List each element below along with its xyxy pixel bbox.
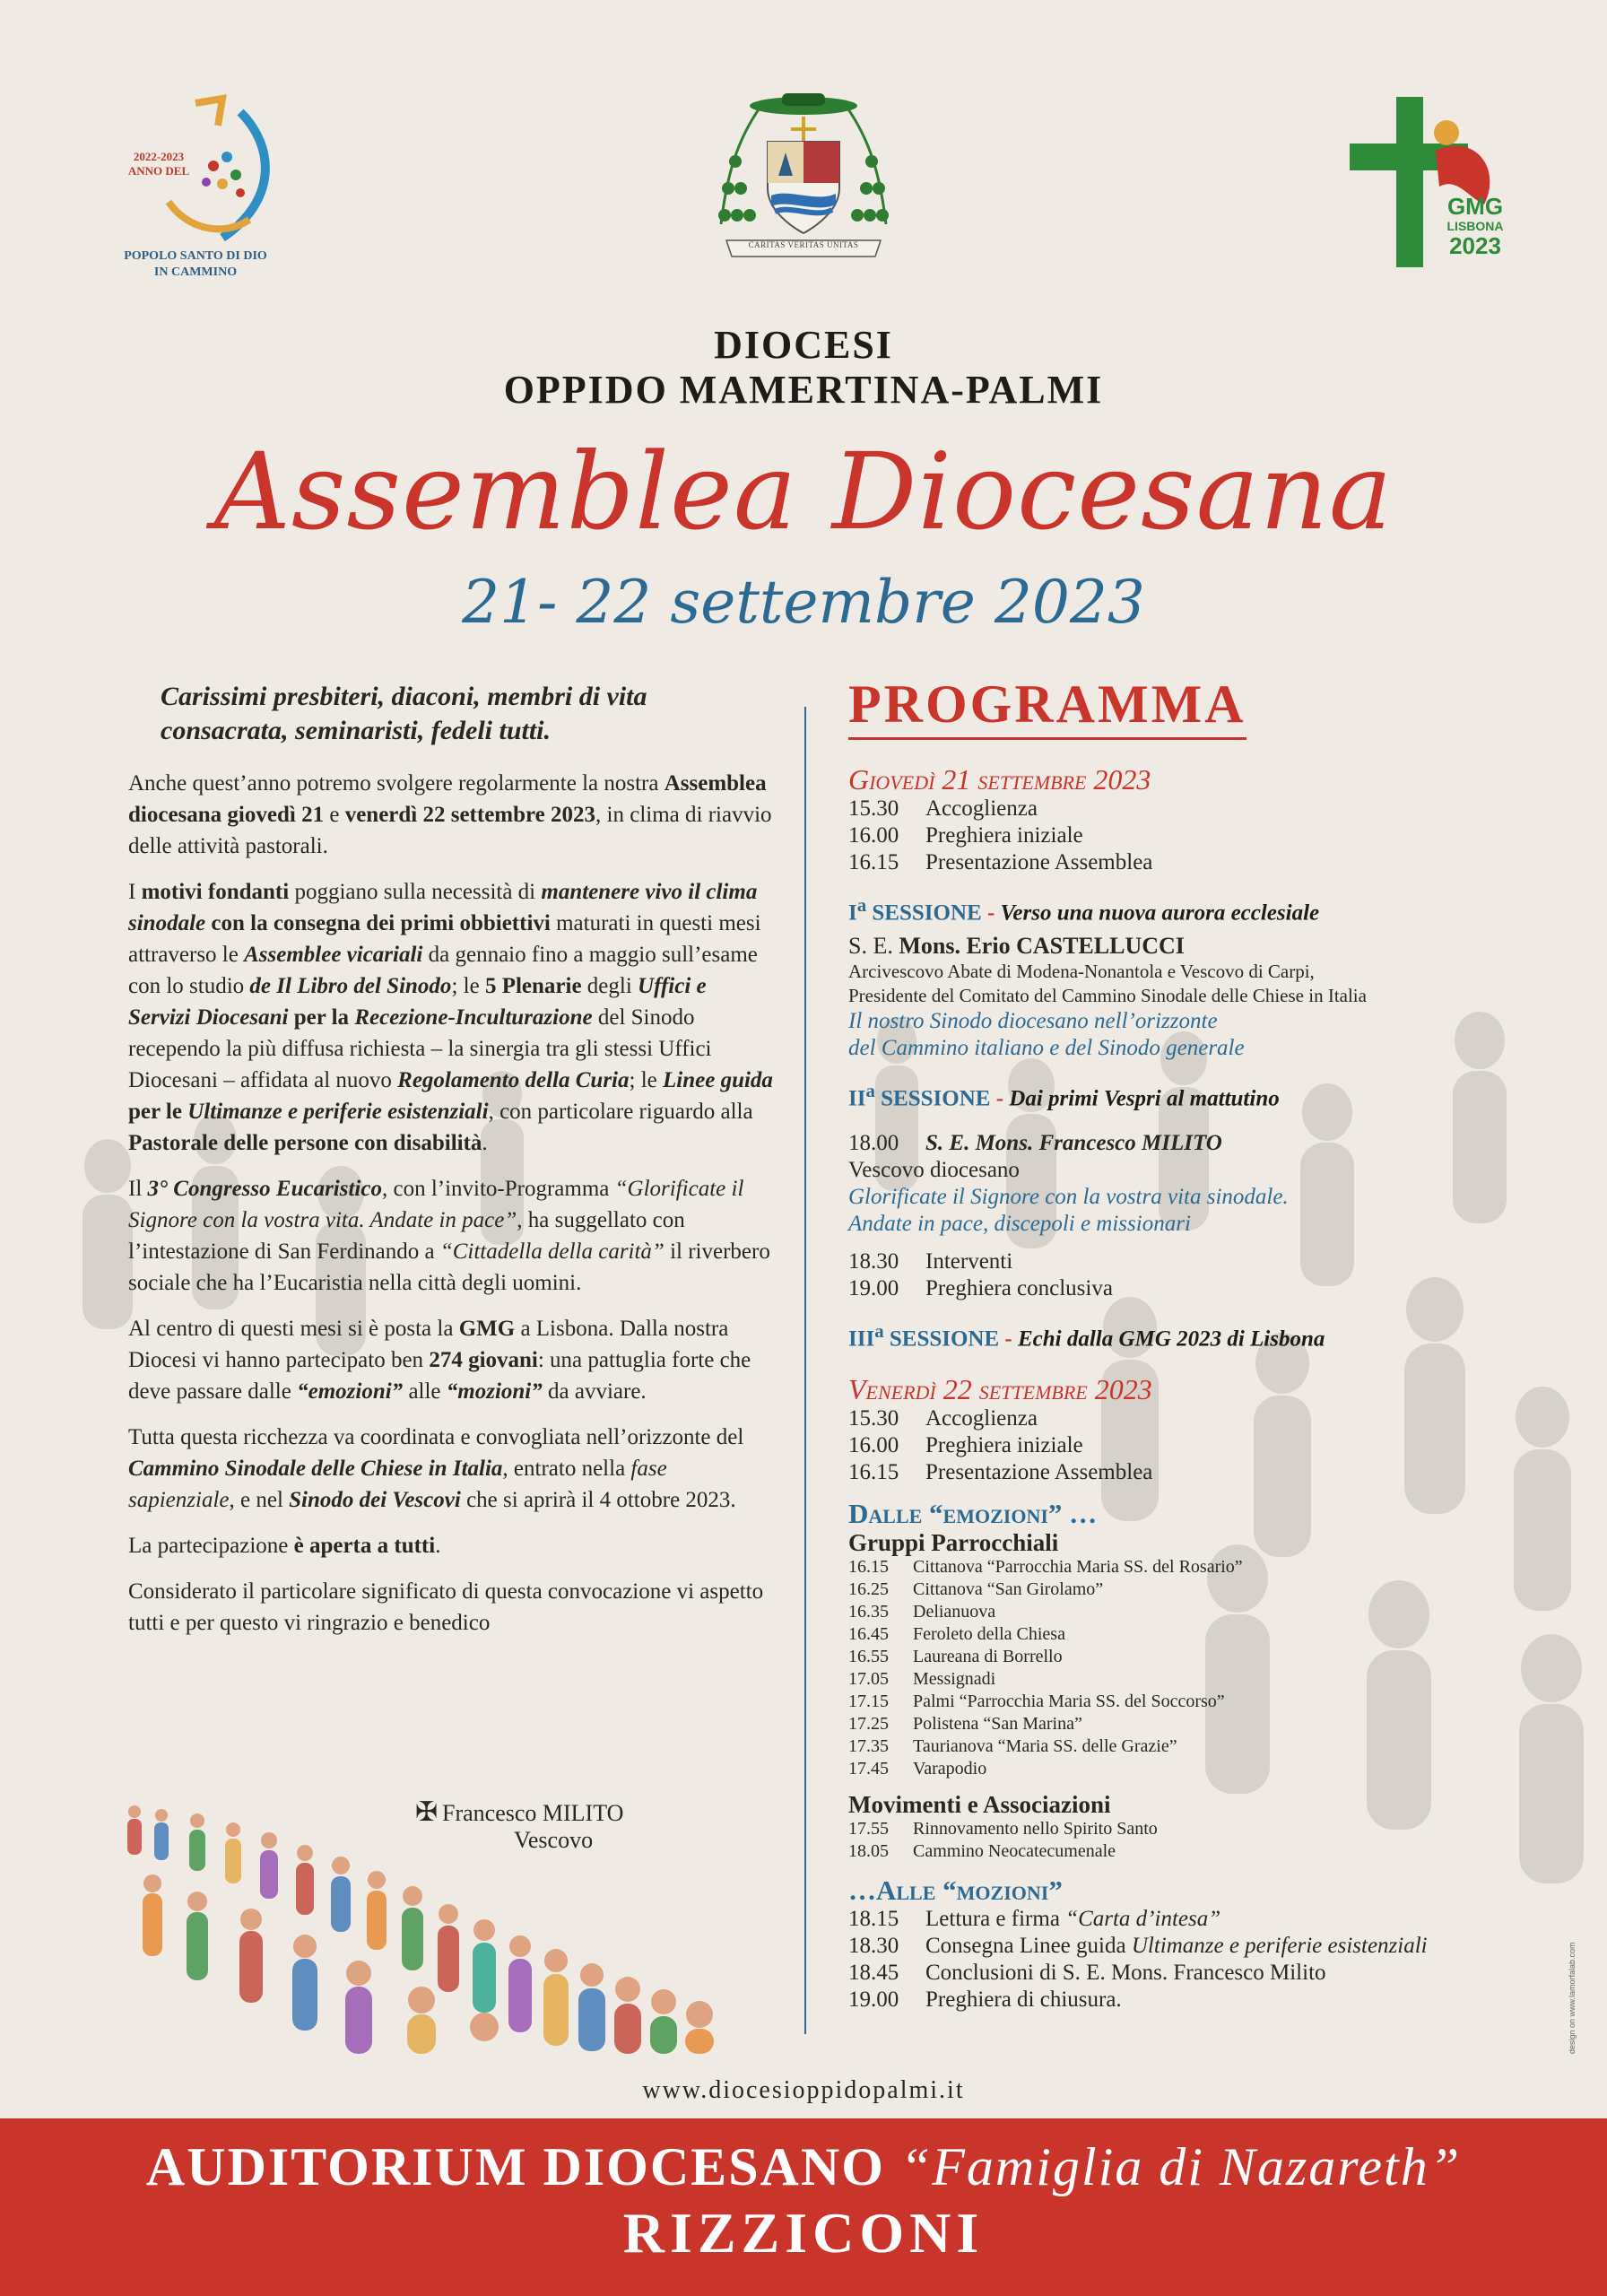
list-item: 16.45 Feroleto della Chiesa [848,1623,1065,1644]
synod-year-logo [106,94,285,291]
letter-paragraph-4: Al centro di questi mesi si è posta la GMG a Lisbona. Dalla nostra Diocesi vi hanno partecipato ben 274 giovani: una pattuglia forte che deve passare dalle “emozioni” alle “mozioni” da avviare. [128,1317,751,1404]
schedule-row: 18.15 Lettura e firma “Carta d’intesa” [848,1906,1221,1931]
movements-list [848,1818,1584,1863]
letter-paragraph-6: La partecipazione è aperta a tutti. [128,1534,441,1558]
list-item: 16.35 Delianuova [848,1601,996,1622]
coat-of-arms-icon [708,90,899,283]
session-1-role: Arcivescovo Abate di Modena-Nonantola e Vescovo di Carpi, Presidente del Comitato del Cammino Sinodale delle Chiese in Italia [848,961,1367,1007]
schedule-row: 15.30 Accoglienza [848,796,1038,821]
parish-groups-list [848,1556,1584,1780]
session-1-title: $I^a$ SESSIONE - Verso una nuova aurora ecclesiale [848,894,1320,926]
letter-paragraph-7: Considerato il particolare significato di questa convocazione vi aspetto tutti e per questo vi ringrazio e benedico [128,1579,764,1635]
website-link[interactable]: www.diocesioppidopalmi.it [642,2076,965,2104]
schedule-row: 16.00 Preghiera iniziale [848,1432,1083,1457]
letter-paragraph-1: Anche quest’anno potremo svolgere regolarmente la nostra Assemblea diocesana giovedì 21 e venerdì 22 settembre 2023, in clima di riavvio delle attività pastorali. [128,771,772,858]
movements-title: Movimenti e Associazioni [848,1790,1111,1818]
venue-name: AUDITORIUM DIOCESANO “Famiglia di Nazareth” [145,2137,1462,2196]
schedule-row: 16.15 Presentazione Assemblea [848,1459,1153,1484]
list-item: 17.05 Messignadi [848,1668,996,1689]
session-2-role: Vescovo diocesano [848,1157,1020,1182]
day2-schedule [848,1405,1584,1486]
bishop-coat-of-arms [708,90,899,283]
day2-title: Venerdì 22 settembre 2023 [848,1372,1152,1405]
list-item: 17.55 Rinnovamento nello Spirito Santo [848,1818,1158,1839]
crowd-watercolor-illustration [126,1803,771,2054]
list-item: 18.05 Cammino Neocatecumenale [848,1840,1116,1861]
design-credit: design on www.lamorfalab.com [1568,1942,1577,2054]
bishop-letter [128,680,774,1853]
session-3-title: III$^a$ SESSIONE - Echi dalla GMG 2023 di Lisbona [848,1319,1325,1351]
synod-logo-caption: POPOLO SANTO DI DIO IN CAMMINO [124,249,267,279]
letter-greeting: Carissimi presbiteri, diaconi, membri di vita consacrata, seminaristi, fedeli tutti. [161,682,647,745]
list-item: 17.15 Palmi “Parrocchia Maria SS. del Soccorso” [848,1691,1225,1711]
gmg-logo-text: GMG LISBONA 2023 [1446,193,1504,259]
mozioni-title: …Alle “mozioni” [848,1874,1063,1906]
list-item: 17.25 Polistena “San Marina” [848,1713,1082,1734]
program-column [848,674,1584,2013]
day1-schedule [848,796,1584,876]
session-1-speaker: S. E. Mons. Erio CASTELLUCCI [848,933,1185,960]
event-dates: 21- 22 settembre 2023 [462,568,1145,637]
crest-motto: CARITAS VERITAS UNITAS [748,240,859,249]
list-item: 17.45 Varapodio [848,1758,987,1779]
synod-logo-year: 2022-2023 ANNO DEL [127,150,190,178]
venue-city: RIZZICONI [622,2201,985,2265]
schedule-row: 18.30 Consegna Linee guida Ultimanze e periferie esistenziali [848,1933,1428,1958]
column-divider [804,707,806,2034]
schedule-row: 15.30 Accoglienza [848,1405,1038,1431]
letter-paragraph-3: Il 3° Congresso Eucaristico, con l’invito-Programma “Glorificate il Signore con la vostra vita. Andate in pace”, ha suggellato con l’intestazione di San Ferdinando a “Cittadella della carità” il riverbero sociale che ha l’Eucaristia nella città degli uomini. [128,1177,770,1295]
bishop-signature: ✠ Francesco MILITO Vescovo [415,1797,624,1853]
schedule-row: 18.30 Interventi [848,1248,1013,1274]
letter-paragraph-2: I motivi fondanti poggiano sulla necessità di mantenere vivo il clima sinodale con la consegna dei primi obbiettivi maturati in questi mesi attraverso le Assemblee vicariali da gennaio fino a maggio sull’esame con lo studio de Il Libro del Sinodo; le 5 Plenarie degli Uffici e Servizi Diocesani per la Recezione-Inculturazione del Sinodo recependo la più diffusa richiesta – la sinergia tra gli stessi Uffici Diocesani – affidata al nuovo Regolamento della Curia; le Linee guida per le Ultimanze e periferie esistenziali, con particolare riguardo alla Pastorale delle persone con disabilità. [128,880,773,1155]
parish-groups-title: Gruppi Parrocchiali [848,1528,1059,1556]
letter-paragraph-5: Tutta questa ricchezza va coordinata e convogliata nell’orizzonte del Cammino Sinodale delle Chiese in Italia, entrato nella fase sapienziale, e nel Sinodo dei Vescovi che si aprirà il 4 ottobre 2023. [128,1425,744,1512]
list-item: 16.25 Cittanova “San Girolamo” [848,1578,1104,1599]
session-2-topic: Glorificate il Signore con la vostra vita sinodale. Andate in pace, discepoli e missionari [848,1184,1289,1236]
session-2-title: $II^a$ SESSIONE - Dai primi Vespri al mattutino [848,1080,1280,1111]
schedule-row: 19.00 Preghiera conclusiva [848,1275,1113,1300]
episcopal-cross-icon: ✠ [415,1797,439,1827]
mozioni-schedule [848,1906,1584,2013]
program-title: PROGRAMMA [848,674,1247,740]
schedule-row: 16.15 Presentazione Assemblea [848,850,1153,874]
day1-title: Giovedì 21 settembre 2023 [848,763,1151,796]
session-1-topic: Il nostro Sinodo diocesano nell’orizzonte del Cammino italiano e del Sinodo generale [848,1009,1245,1061]
diocese-name: DIOCESI OPPIDO MAMERTINA-PALMI [503,323,1104,412]
gmg-lisbona-logo [1350,97,1511,267]
poster-title: Assemblea Diocesana [213,430,1394,553]
emozioni-title: Dalle “emozioni” … [848,1497,1098,1529]
list-item: 16.15 Cittanova “Parrocchia Maria SS. del Rosario” [848,1556,1243,1577]
list-item: 16.55 Laureana di Borrello [848,1646,1063,1666]
venue-footer [0,2118,1607,2296]
list-item: 17.35 Taurianova “Maria SS. delle Grazie” [848,1735,1177,1756]
schedule-row: 16.00 Preghiera iniziale [848,823,1083,848]
schedule-row: 19.00 Preghiera di chiusura. [848,1987,1122,2012]
session-2-speaker: 18.00 S. E. Mons. Francesco MILITO [848,1130,1222,1155]
schedule-row: 18.45 Conclusioni di S. E. Mons. Francesco Milito [848,1960,1326,1985]
